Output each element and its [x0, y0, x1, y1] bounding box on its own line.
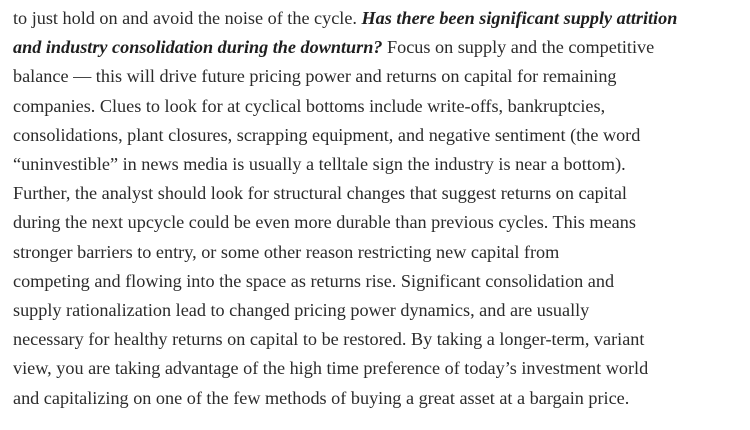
article-paragraph [13, 4, 750, 413]
text-line [13, 238, 750, 267]
text-run: consolidations, plant closures, scrapping equipment, and negative sentiment (the word [13, 124, 641, 145]
text-run: Focus on supply and the competitive [382, 37, 655, 58]
text-run: and capitalizing on one of the few methods of buying a great asset at a bargain price. [13, 387, 630, 408]
text-line [13, 208, 750, 237]
text-run: “uninvestible” in news media is usually a telltale sign the industry is near a bottom). [13, 154, 626, 175]
text-line [13, 325, 750, 354]
text-line [13, 296, 750, 325]
text-run: during the next upcycle could be even more durable than previous cycles. This means [13, 212, 636, 233]
text-line [13, 354, 750, 383]
text-line [13, 33, 750, 62]
text-run: view, you are taking advantage of the high time preference of today’s investment world [13, 358, 649, 379]
text-run: stronger barriers to entry, or some other reason restricting new capital from [13, 241, 560, 262]
text-run: to just hold on and avoid the noise of the cycle. [13, 8, 362, 28]
text-line [13, 179, 750, 208]
text-run: companies. Clues to look for at cyclical bottoms include write-offs, bankruptcies, [13, 95, 606, 116]
text-run: competing and flowing into the space as returns rise. Significant consolidation and [13, 270, 615, 291]
text-line [13, 121, 750, 150]
text-run: necessary for healthy returns on capital to be restored. By taking a longer-term, variant [13, 329, 645, 350]
text-run: Further, the analyst should look for structural changes that suggest returns on capital [13, 183, 627, 204]
text-line [13, 150, 750, 179]
text-run: supply rationalization lead to changed pricing power dynamics, and are usually [13, 300, 590, 321]
emphasized-question: Has there been significant supply attrition [361, 8, 678, 28]
text-line [13, 4, 750, 33]
text-line [13, 62, 750, 91]
text-run: balance — this will drive future pricing power and returns on capital for remaining [13, 66, 617, 87]
text-line [13, 384, 750, 413]
text-line [13, 267, 750, 296]
emphasized-question: and industry consolidation during the downturn? [13, 37, 383, 58]
text-line [13, 92, 750, 121]
